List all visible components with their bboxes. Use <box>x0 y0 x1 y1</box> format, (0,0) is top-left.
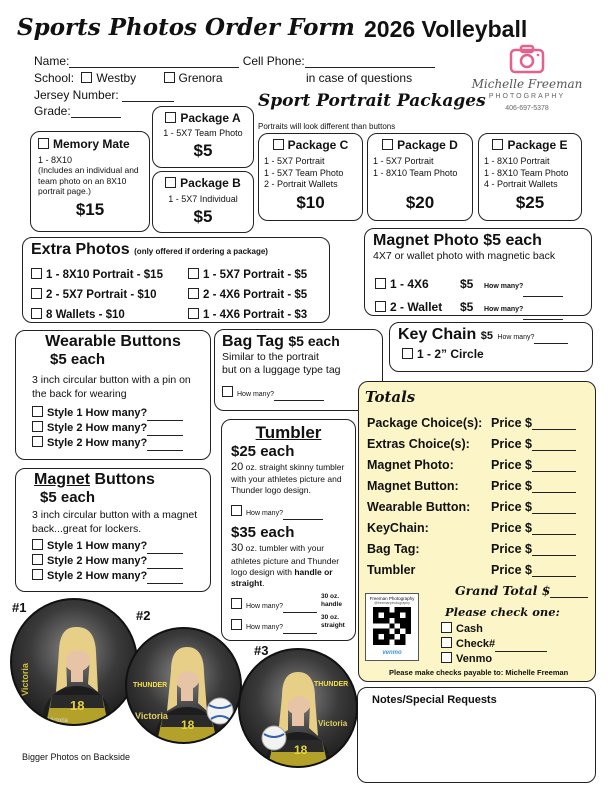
packages-heading: Sport Portrait Packages <box>258 91 486 111</box>
svg-text:Victoria: Victoria <box>48 718 68 724</box>
style-checkbox[interactable] <box>32 406 43 417</box>
tumbler-title: Tumbler <box>255 423 322 442</box>
qr-code-icon <box>373 607 411 645</box>
total-price-field[interactable] <box>532 576 576 577</box>
magnet-buttons-desc: 3 inch circular button with a magnet back...great for lockers. <box>32 509 198 536</box>
sample-button-1 <box>10 598 138 726</box>
wearable-buttons-box <box>15 330 211 460</box>
player-name: Victoria <box>20 663 30 696</box>
tumbler-price-20oz: $25 each <box>231 443 295 460</box>
magnet-photo-box <box>364 228 592 316</box>
extra-option[interactable]: 1 - 8X10 Portrait - $15 <box>31 265 163 285</box>
school-row <box>34 71 223 85</box>
extra-checkbox[interactable] <box>31 308 42 319</box>
cell-note: in case of questions <box>306 71 413 85</box>
package-c-item: 2 - Portrait Wallets <box>264 179 338 190</box>
logo-sub: PHOTOGRAPHY <box>488 93 566 100</box>
total-price-field[interactable] <box>532 534 576 535</box>
school-label: School: <box>34 71 75 85</box>
packages-note: Portraits will look different than buttons <box>258 122 396 131</box>
magnet-buttons-price: $5 each <box>40 489 96 506</box>
school-westby-label: Westby <box>96 71 137 85</box>
jersey-number: 18 <box>70 698 85 713</box>
payment-option[interactable]: Venmo <box>441 652 547 667</box>
key-chain-price: $5 <box>480 330 493 342</box>
school-westby-checkbox[interactable] <box>81 72 92 83</box>
player-photo-icon <box>127 629 240 742</box>
magnet-buttons-box <box>15 468 211 592</box>
total-price-field[interactable] <box>532 429 576 430</box>
extra-photos-box <box>22 237 330 323</box>
package-c <box>258 133 363 221</box>
tumbler-desc-20oz: 20 oz. straight skinny tumbler with your athletes picture and Thunder logo design. <box>231 461 345 496</box>
package-b-title: Package B <box>180 176 241 190</box>
logo-name: Michelle Freeman <box>471 77 583 91</box>
notes-box[interactable] <box>357 687 596 783</box>
bag-tag-box: Bag Tag $5 each Similar to the portrait but on a luggage type tag How many? <box>214 329 383 411</box>
package-a <box>152 106 254 168</box>
memory-mate-title: Memory Mate <box>53 137 130 151</box>
tumbler-desc-30oz: 30 oz. tumbler with your athletes picture and Thunder logo design with handle or straight. <box>231 542 340 588</box>
total-label: Magnet Button: <box>367 479 459 493</box>
style-checkbox[interactable] <box>32 436 43 447</box>
total-price-label: Price $ <box>491 500 533 514</box>
wearable-desc: 3 inch circular button with a pin on the back for wearing <box>32 374 191 401</box>
wearable-style-option[interactable]: Style 1 How many? <box>32 406 202 421</box>
how-many-field[interactable] <box>147 583 183 584</box>
how-many-field[interactable] <box>147 450 183 451</box>
total-price-label: Price $ <box>491 416 533 430</box>
payment-checkbox[interactable] <box>441 622 452 633</box>
package-memory-mate <box>30 131 150 232</box>
name-row <box>34 54 435 68</box>
magnet-buttons-title: Buttons <box>90 471 155 488</box>
event-title: 2026 Volleyball <box>364 16 528 42</box>
svg-text:Victoria: Victoria <box>318 719 348 728</box>
total-price-field[interactable] <box>532 492 576 493</box>
bag-tag-checkbox[interactable] <box>222 386 233 397</box>
package-a-price: $5 <box>193 141 213 160</box>
how-many-field[interactable] <box>283 633 317 634</box>
package-a-checkbox[interactable] <box>165 112 176 123</box>
package-b <box>152 171 254 233</box>
total-price-field[interactable] <box>532 450 576 451</box>
team-logo: THUNDER <box>133 682 168 689</box>
package-b-item: 1 - 5X7 Individual <box>168 194 238 204</box>
svg-text:Victoria: Victoria <box>135 711 168 721</box>
how-many-field[interactable] <box>283 519 323 520</box>
how-many-field[interactable] <box>534 343 568 344</box>
total-price-field[interactable] <box>532 555 576 556</box>
tumbler-30oz-straight-checkbox[interactable] <box>231 619 242 630</box>
svg-text:THUNDER: THUNDER <box>314 681 349 688</box>
extra-option[interactable]: 1 - 5X7 Portrait - $5 <box>188 265 307 285</box>
package-e-price: $25 <box>515 193 545 213</box>
jersey-row <box>34 88 174 102</box>
bag-tag-desc: but on a luggage type tag <box>222 364 341 377</box>
bag-tag-price: $5 each <box>288 333 340 349</box>
total-row <box>367 521 576 535</box>
package-c-checkbox[interactable] <box>273 139 284 150</box>
package-c-price: $10 <box>296 193 325 213</box>
sample-label: #2 <box>136 608 151 623</box>
jersey-field[interactable] <box>122 101 174 102</box>
total-row <box>367 500 576 514</box>
package-c-title: Package C <box>287 138 349 152</box>
extras-note: (only offered if ordering a package) <box>134 247 268 256</box>
backside-note: Bigger Photos on Backside <box>22 752 131 762</box>
memory-mate-price: $15 <box>75 199 105 219</box>
grade-label: Grade: <box>34 104 71 118</box>
package-e-checkbox[interactable] <box>492 139 503 150</box>
name-field[interactable] <box>69 67 239 68</box>
totals-title: Totals <box>365 388 416 406</box>
cell-label: Cell Phone: <box>242 54 305 68</box>
package-b-checkbox[interactable] <box>165 177 176 188</box>
package-c-item: 1 - 5X7 Portrait <box>264 156 325 166</box>
wearable-title: Wearable Buttons <box>45 333 181 350</box>
magnet-photo-option[interactable]: 1 - 4X6 $5 How many? <box>375 274 563 297</box>
key-chain-box: Key Chain $5 How many? 1 - 2” Circle <box>389 322 593 372</box>
total-row <box>367 458 576 472</box>
package-e-item: 1 - 8X10 Portrait <box>484 156 550 166</box>
magnet-style-option[interactable]: Style 2 How many? <box>32 569 202 584</box>
magnet-photo-checkbox[interactable] <box>375 278 386 289</box>
total-row <box>367 563 576 577</box>
bag-tag-desc: Similar to the portrait <box>222 351 319 363</box>
tumbler-box: Tumbler $25 each 20 oz. straight skinny tumbler with your athletes picture and Thunder logo design. How many? $35 each 30 oz. tumbler with your athletes picture and Thunder logo design with handle or straight. How many? 30 oz. handle How many? 30 oz. straight <box>221 419 356 641</box>
grand-total-field[interactable] <box>550 597 588 598</box>
extra-option[interactable]: 2 - 4X6 Portrait - $5 <box>188 285 307 305</box>
player-photo-icon <box>240 650 356 766</box>
package-e-item: 4 - Portrait Wallets <box>484 179 558 190</box>
how-many-field[interactable] <box>523 319 563 320</box>
tumbler-straight-label: 30 oz. straight <box>321 613 345 629</box>
style-checkbox[interactable] <box>32 569 43 580</box>
package-a-title: Package A <box>180 111 241 125</box>
wearable-price: $5 each <box>50 351 106 368</box>
total-row <box>367 542 576 556</box>
memory-mate-checkbox[interactable] <box>38 138 49 149</box>
magnet-photo-checkbox[interactable] <box>375 301 386 312</box>
package-e <box>478 133 582 221</box>
bag-tag-title: Bag Tag <box>222 333 284 350</box>
jersey-label: Jersey Number: <box>34 88 119 102</box>
style-checkbox[interactable] <box>32 421 43 432</box>
style-checkbox[interactable] <box>32 554 43 565</box>
total-label: Magnet Photo: <box>367 458 454 472</box>
package-d-price: $20 <box>405 193 435 213</box>
grand-total: Grand Total $ <box>455 583 588 598</box>
package-a-item: 1 - 5X7 Team Photo <box>163 128 243 138</box>
extra-option[interactable]: 2 - 5X7 Portrait - $10 <box>31 285 163 305</box>
tumbler-30oz-handle-checkbox[interactable] <box>231 598 242 609</box>
total-price-label: Price $ <box>491 521 533 535</box>
magnet-photo-desc: 4X7 or wallet photo with magnetic back <box>373 250 556 262</box>
total-price-field[interactable] <box>532 513 576 514</box>
key-chain-title: Key Chain <box>398 326 477 343</box>
payment-title: Please check one: <box>445 605 560 619</box>
cell-field[interactable] <box>305 67 435 68</box>
total-label: Wearable Button: <box>367 500 471 514</box>
camera-icon <box>509 44 545 79</box>
total-row <box>367 479 576 493</box>
package-d-item: 1 - 8X10 Team Photo <box>373 167 458 178</box>
package-e-item: 1 - 8X10 Team Photo <box>484 167 569 178</box>
tumbler-20oz-checkbox[interactable] <box>231 505 242 516</box>
venmo-qr-card: Freeman Photography @freemanphotography venmo <box>365 593 419 661</box>
total-label: Extras Choice(s): <box>367 437 470 451</box>
extra-option[interactable]: 1 - 4X6 Portrait - $3 <box>188 305 307 325</box>
package-d-title: Package D <box>397 138 458 152</box>
key-chain-item: 1 - 2” Circle <box>417 347 484 361</box>
memory-mate-item: (Includes an individual and team photo on an 8X10 portrait page.) <box>38 165 139 197</box>
payable-note: Please make checks payable to: Michelle Freeman <box>389 668 569 677</box>
total-price-label: Price $ <box>491 542 533 556</box>
how-many-field[interactable] <box>283 612 317 613</box>
key-chain-checkbox[interactable] <box>402 348 413 359</box>
total-price-label: Price $ <box>491 458 533 472</box>
package-c-item: 1 - 5X7 Team Photo <box>264 167 344 178</box>
payment-checkbox[interactable] <box>441 652 452 663</box>
total-label: Tumbler <box>367 563 416 577</box>
payment-checkbox[interactable] <box>441 637 452 648</box>
grade-row <box>34 104 121 118</box>
extra-checkbox[interactable] <box>188 308 199 319</box>
sample-label: #1 <box>12 600 27 615</box>
package-d-checkbox[interactable] <box>382 139 393 150</box>
extra-option[interactable]: 8 Wallets - $10 <box>31 305 163 325</box>
notes-title: Notes/Special Requests <box>372 694 497 706</box>
total-label: KeyChain: <box>367 521 429 535</box>
payment-option[interactable]: Check# <box>441 637 547 652</box>
extra-checkbox[interactable] <box>31 288 42 299</box>
style-checkbox[interactable] <box>32 539 43 550</box>
total-row <box>367 437 576 451</box>
magnet-style-option[interactable]: Style 1 How many? <box>32 539 202 554</box>
player-photo-icon <box>12 600 136 724</box>
magnet-buttons-title: Magnet <box>34 471 90 488</box>
tumbler-handle-label: 30 oz. handle <box>321 592 342 608</box>
school-grenora-label: Grenora <box>178 71 223 85</box>
check-number-field[interactable] <box>495 651 547 652</box>
tumbler-price-30oz: $35 each <box>231 524 295 542</box>
extra-checkbox[interactable] <box>188 288 199 299</box>
package-e-title: Package E <box>507 138 568 152</box>
wearable-style-option[interactable]: Style 2 How many? <box>32 421 202 436</box>
total-price-field[interactable] <box>532 471 576 472</box>
sample-button-2 <box>125 627 242 744</box>
package-d-item: 1 - 5X7 Portrait <box>373 156 434 166</box>
sample-label: #3 <box>254 643 269 658</box>
wearable-style-option[interactable]: Style 2 How many? <box>32 436 202 451</box>
svg-text:18: 18 <box>181 718 195 732</box>
package-b-price: $5 <box>193 207 213 226</box>
total-price-label: Price $ <box>491 437 533 451</box>
extra-checkbox[interactable] <box>188 268 199 279</box>
extra-checkbox[interactable] <box>31 268 42 279</box>
package-d <box>367 133 473 221</box>
how-many-field[interactable] <box>274 400 324 401</box>
form-title: Sports Photos Order Form <box>17 14 355 41</box>
payment-option[interactable]: Cash <box>441 622 547 637</box>
name-label: Name: <box>34 54 70 68</box>
school-grenora-checkbox[interactable] <box>164 72 175 83</box>
total-label: Package Choice(s): <box>367 416 483 430</box>
total-label: Bag Tag: <box>367 542 420 556</box>
magnet-photo-option[interactable]: 2 - Wallet $5 How many? <box>375 297 563 320</box>
total-row <box>367 416 576 430</box>
svg-text:18: 18 <box>294 743 308 757</box>
grade-field[interactable] <box>71 117 121 118</box>
totals-box <box>358 381 596 682</box>
total-price-label: Price $ <box>491 563 533 577</box>
memory-mate-item: 1 - 8X10 <box>38 155 73 165</box>
magnet-style-option[interactable]: Style 2 How many? <box>32 554 202 569</box>
total-price-label: Price $ <box>491 479 533 493</box>
sample-button-3 <box>238 648 358 768</box>
logo-phone: 406-697-5378 <box>505 105 549 112</box>
magnet-photo-title: Magnet Photo $5 each <box>373 232 542 249</box>
extras-title: Extra Photos <box>31 241 130 258</box>
